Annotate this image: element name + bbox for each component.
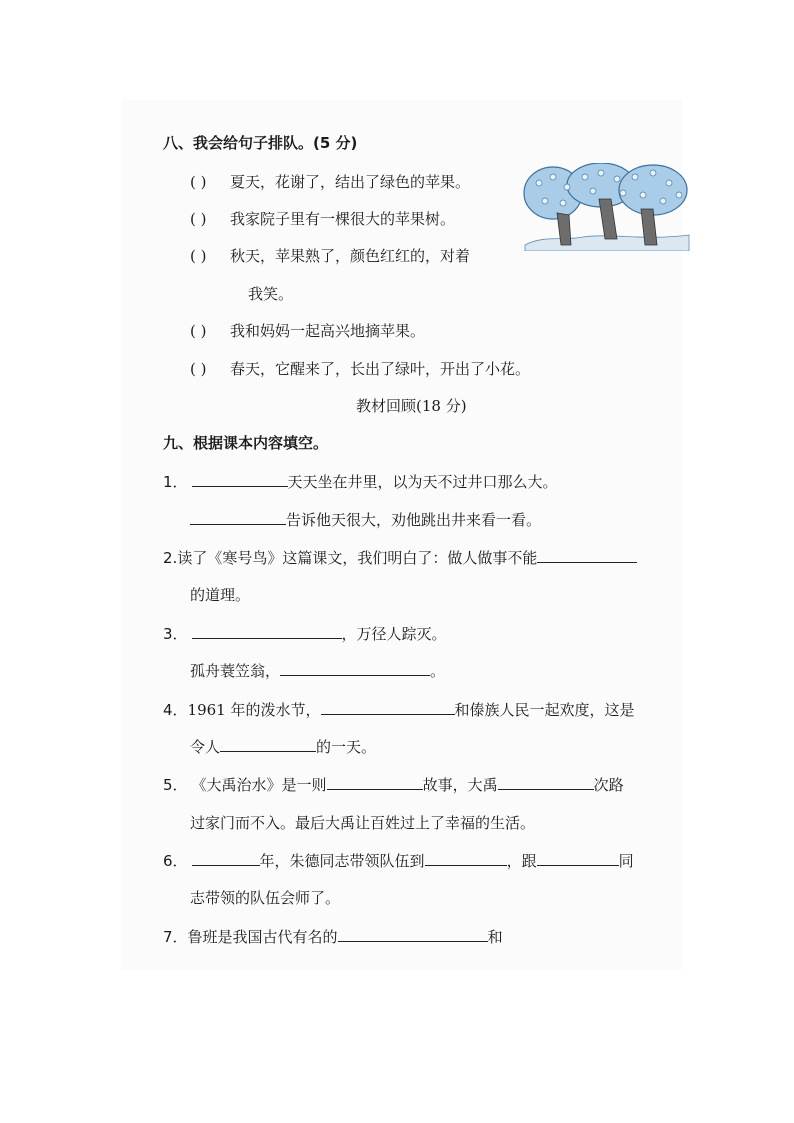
order-text: 夏天，花谢了，结出了绿色的苹果。: [230, 173, 471, 191]
question-number: 3．: [163, 625, 188, 643]
question-2-line-2: 的道理。: [190, 586, 251, 604]
answer-blank[interactable]: [537, 548, 637, 563]
question-number: 5．: [163, 776, 188, 794]
answer-blank[interactable]: [425, 851, 507, 866]
question-1-line-2: [190, 510, 541, 530]
order-blank[interactable]: ( ): [190, 322, 207, 340]
question-6-line-2: 志带领的队伍会师了。: [190, 889, 341, 907]
answer-blank[interactable]: [192, 851, 260, 866]
question-1: [163, 472, 558, 492]
order-text: 我家院子里有一棵很大的苹果树。: [230, 210, 456, 228]
question-text: 《大禹治水》是一则: [191, 776, 327, 794]
question-text: 的一天。: [316, 738, 377, 756]
order-item-4: [190, 321, 425, 341]
question-text: 。: [430, 662, 446, 680]
answer-blank[interactable]: [220, 737, 316, 752]
answer-blank[interactable]: [192, 472, 288, 487]
answer-blank[interactable]: [537, 851, 619, 866]
question-3: [163, 624, 447, 644]
order-blank[interactable]: ( ): [190, 173, 207, 191]
question-text: 1961 年的泼水节，: [187, 701, 321, 719]
question-2: [163, 548, 637, 568]
order-item-2: [190, 209, 455, 229]
question-text: 鲁班是我国古代有名的: [187, 928, 338, 946]
question-text: 令人: [190, 738, 221, 756]
question-text: 天天坐在井里，以为天不过井口那么大。: [287, 473, 558, 491]
answer-blank[interactable]: [190, 510, 286, 525]
question-text: 故事，大禹: [422, 776, 498, 794]
question-4-line-2: [190, 737, 376, 757]
question-number: 4．: [163, 701, 188, 719]
question-text: 和: [487, 928, 503, 946]
question-text: 告诉他天很大，劝他跳出井来看一看。: [286, 511, 542, 529]
answer-blank[interactable]: [498, 775, 594, 790]
order-text: 我和妈妈一起高兴地摘苹果。: [230, 322, 426, 340]
order-blank[interactable]: ( ): [190, 360, 207, 378]
question-5-line-2: 过家门而不入。最后大禹让百姓过上了幸福的生活。: [190, 814, 536, 832]
question-number: 6．: [163, 852, 188, 870]
question-6: [163, 851, 634, 871]
question-text: ，万径人踪灭。: [341, 625, 447, 643]
order-item-1: [190, 172, 470, 192]
question-number: 2.: [163, 549, 178, 567]
section9-heading: 九、根据课本内容填空。: [163, 434, 329, 452]
question-text: 同: [618, 852, 634, 870]
order-item-5: [190, 359, 530, 379]
apple-trees-illustration: [523, 163, 691, 251]
question-number: 7．: [163, 928, 188, 946]
question-text: 年，朱德同志带领队伍到: [259, 852, 425, 870]
question-3-line-2: [190, 661, 445, 681]
question-7: [163, 927, 503, 947]
question-number: 1．: [163, 473, 188, 491]
question-text: 次路: [593, 776, 624, 794]
section8-heading: 八、我会给句子排队。(5 分): [163, 134, 358, 152]
order-blank[interactable]: ( ): [190, 247, 207, 265]
answer-blank[interactable]: [327, 775, 423, 790]
answer-blank[interactable]: [192, 624, 342, 639]
question-text: 孤舟蓑笠翁，: [190, 662, 281, 680]
order-text: 春天，它醒来了，长出了绿叶，开出了小花。: [230, 360, 531, 378]
answer-blank[interactable]: [321, 700, 455, 715]
review-title: 教材回顾(18 分): [356, 397, 467, 415]
question-text: 和傣族人民一起欢度，这是: [454, 701, 635, 719]
question-4: [163, 700, 635, 720]
question-5: [163, 775, 624, 795]
question-text: ，跟: [506, 852, 537, 870]
order-item-3-cont: 我笑。: [248, 285, 294, 303]
question-text: 读了《寒号鸟》这篇课文，我们明白了：做人做事不能: [177, 549, 538, 567]
answer-blank[interactable]: [280, 661, 430, 676]
order-text: 秋天，苹果熟了，颜色红红的，对着: [230, 247, 471, 265]
answer-blank[interactable]: [338, 927, 488, 942]
order-blank[interactable]: ( ): [190, 210, 207, 228]
order-item-3: [190, 246, 470, 266]
